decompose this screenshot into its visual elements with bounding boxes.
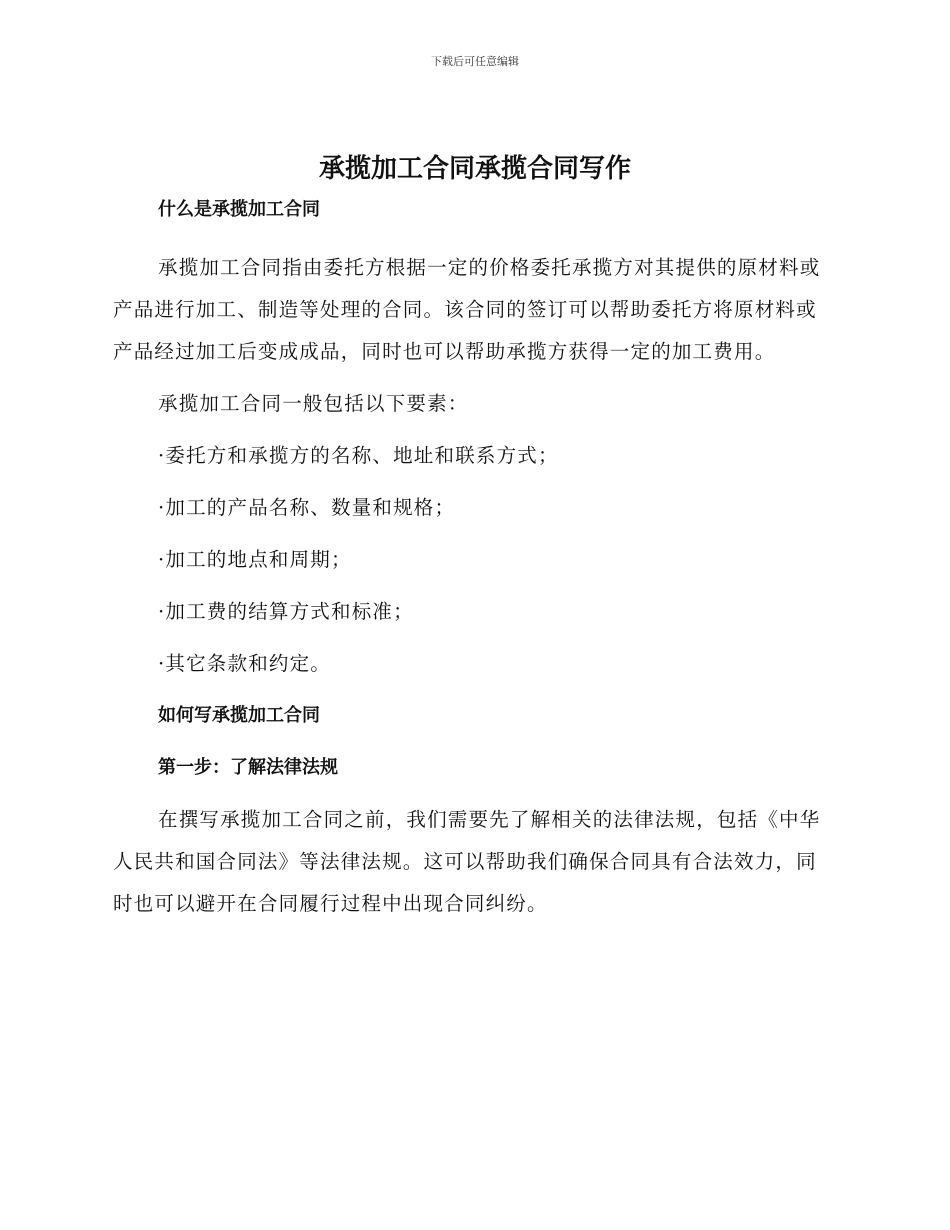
list-item: ·委托方和承揽方的名称、地址和联系方式；: [158, 444, 559, 467]
step-one-paragraph: 在撰写承揽加工合同之前，我们需要先了解相关的法律法规，包括《中华人民共和国合同法》等法律法规。这可以帮助我们确保合同具有合法效力，同时也可以避开在合同履行过程中出现合同纠纷。: [113, 808, 821, 915]
page-header-note: 下载后可任意编辑: [431, 55, 519, 68]
elements-intro-paragraph: 承揽加工合同一般包括以下要素：: [158, 392, 469, 415]
section-heading-what-is: 什么是承揽加工合同: [158, 199, 320, 220]
definition-paragraph: 承揽加工合同指由委托方根据一定的价格委托承揽方对其提供的原材料或产品进行加工、制造等处理的合同。该合同的签订可以帮助委托方将原材料或产品经过加工后变成成品，同时也可以帮助承揽方获得一定的加工费用。: [113, 256, 821, 363]
list-item: ·加工的地点和周期；: [158, 548, 352, 571]
step-one-heading: 第一步：了解法律法规: [158, 757, 338, 778]
list-item: ·加工费的结算方式和标准；: [158, 600, 414, 623]
section-heading-how-to-write: 如何写承揽加工合同: [158, 705, 320, 726]
document-title: 承揽加工合同承揽合同写作: [318, 154, 631, 184]
list-item: ·加工的产品名称、数量和规格；: [158, 496, 456, 519]
document-body: [113, 195, 833, 935]
list-item: ·其它条款和约定。: [158, 652, 331, 675]
